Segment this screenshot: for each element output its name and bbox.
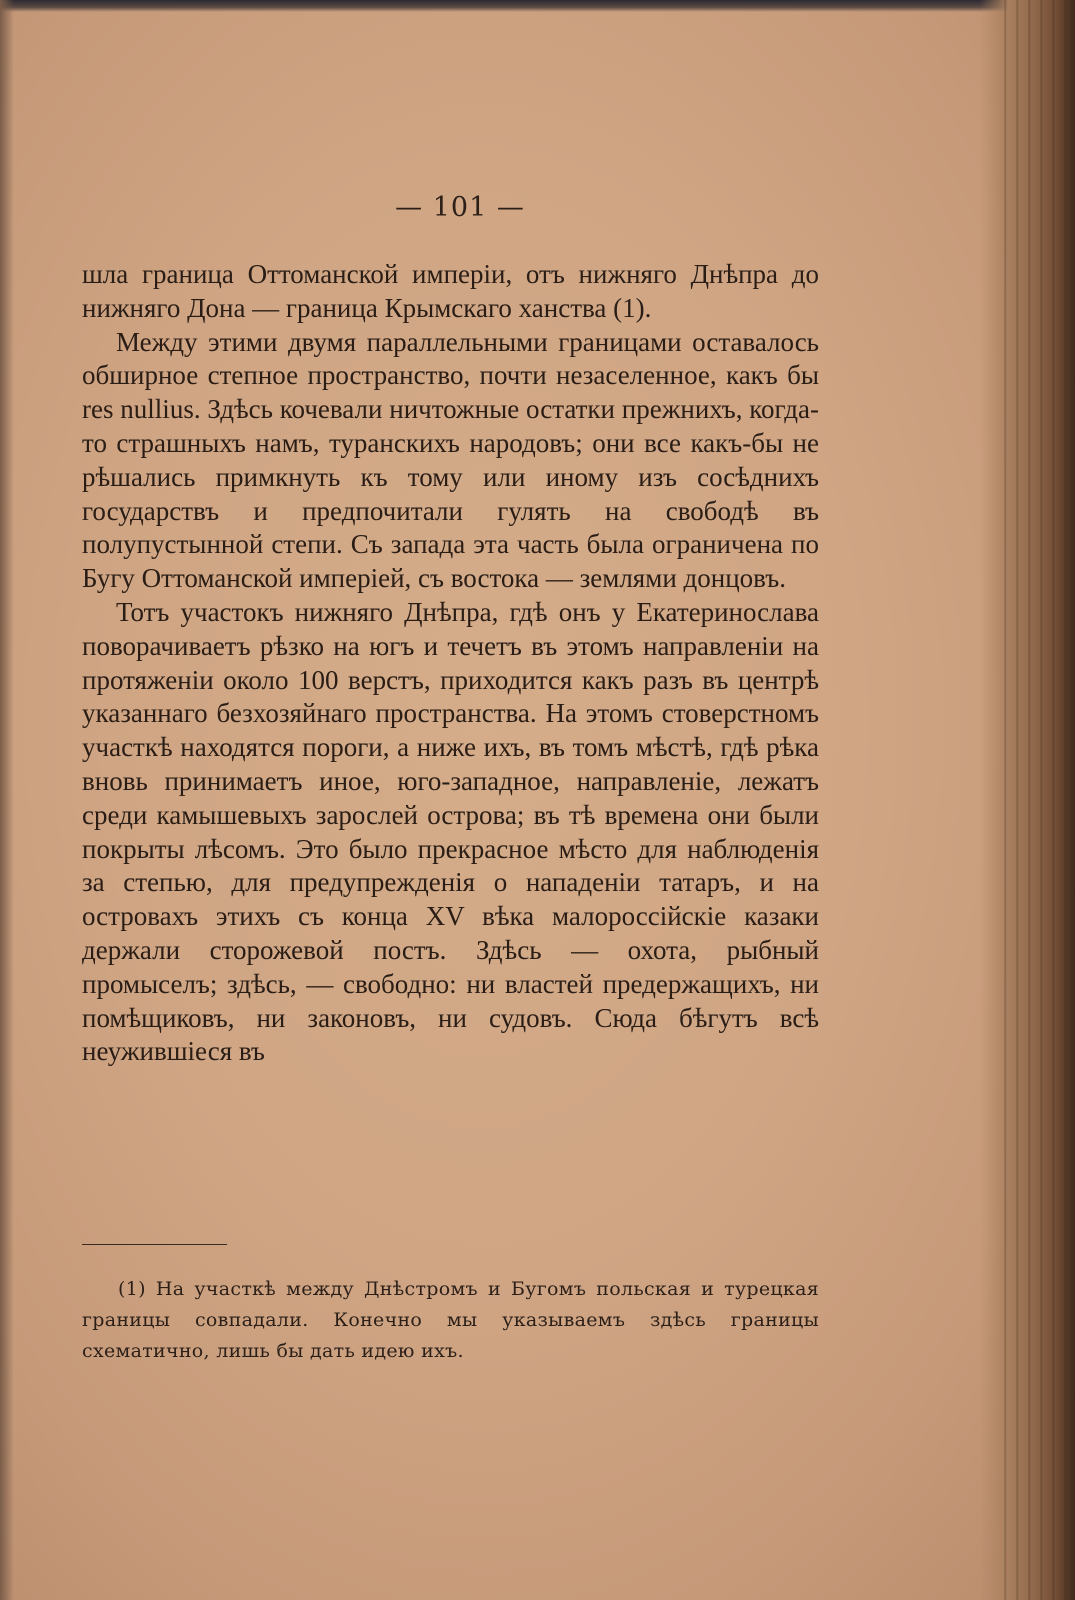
page-left-shadow bbox=[0, 0, 14, 1600]
page-top-edge bbox=[0, 0, 1075, 12]
paragraph-continued: шла граница Оттоманской имперіи, отъ нижняго Днѣпра до нижняго Дона — граница Крымскаго ханства (1). bbox=[82, 259, 819, 323]
footnote-divider bbox=[82, 1244, 227, 1245]
paragraph: Между этими двумя параллельными границами оставалось обширное степное пространство, почти незаселенное, какъ бы res nullius. Здѣсь кочевали ничтожные остатки прежнихъ, когда-то страшныхъ намъ, туранскихъ народовъ; они все какъ-бы не рѣшались примкнуть къ тому или иному изъ сосѣднихъ государствъ и предпочитали гулять на свободѣ въ полупустынной степи. Съ запада эта часть была ограничена по Бугу Оттоманской имперіей, съ востока — землями донцовъ. bbox=[82, 326, 819, 594]
paragraph: Тотъ участокъ нижняго Днѣпра, гдѣ онъ у Екатеринослава поворачиваетъ рѣзко на югъ и течетъ въ этомъ направленіи на протяженіи около 100 верстъ, приходится какъ разъ въ центрѣ указаннаго безхозяйнаго пространства. На этомъ стоверстномъ участкѣ находятся пороги, а ниже ихъ, въ томъ мѣстѣ, гдѣ рѣка вновь принимаетъ иное, юго-западное, направленіе, лежатъ среди камышевыхъ зарослей острова; въ тѣ времена они были покрыты лѣсомъ. Это было прекрасное мѣсто для наблюденія за степью, для предупрежденія о нападеніи татаръ, и на островахъ этихъ съ конца XV вѣка малороссійскіе казаки держали сторожевой постъ. Здѣсь — охота, рыбный промыселъ; здѣсь, — свободно: ни властей предержащихъ, ни помѣщиковъ, ни законовъ, ни судовъ. Сюда бѣгутъ всѣ неужившіеся въ bbox=[82, 596, 819, 1067]
body-text bbox=[82, 258, 819, 1069]
page-stack-lines bbox=[995, 0, 1075, 1600]
footnote: (1) На участкѣ между Днѣстромъ и Бугомъ польская и турецкая границы совпадали. Конечно мы указываемъ здѣсь границы схематично, лишь бы дать идею ихъ. bbox=[82, 1278, 819, 1362]
page-number: — 101 — bbox=[395, 192, 525, 223]
